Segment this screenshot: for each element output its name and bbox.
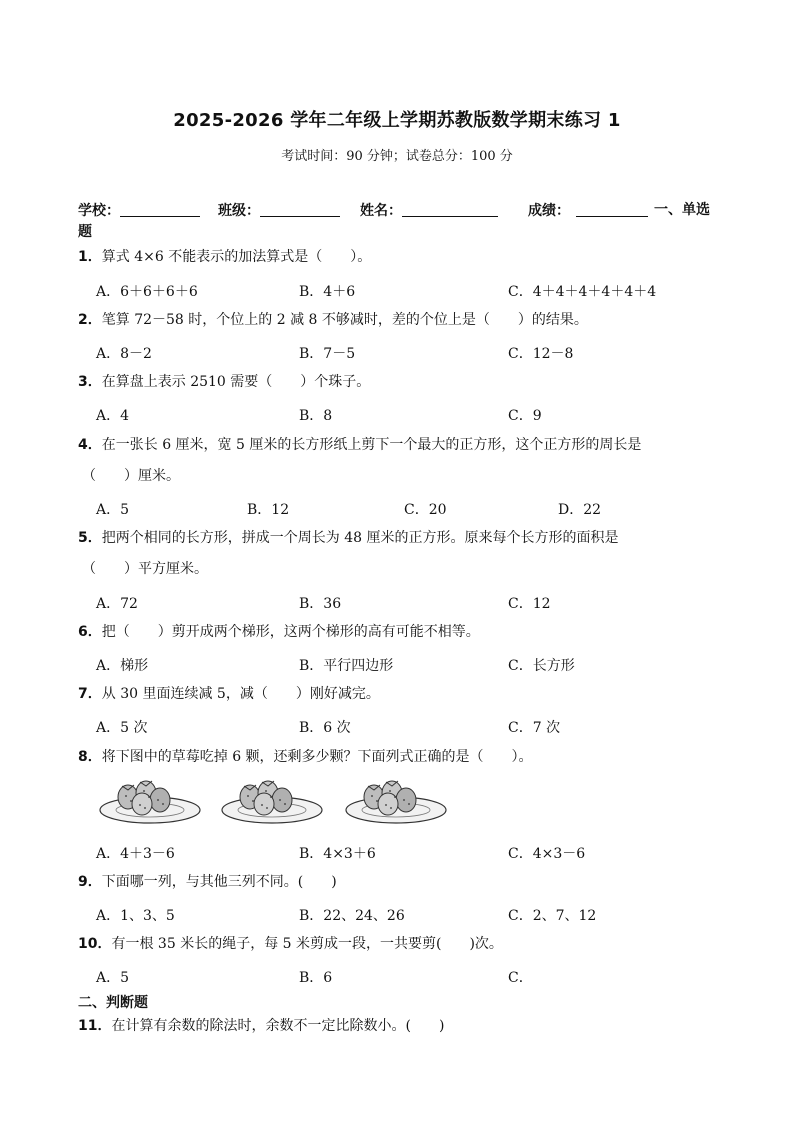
question-number: 5． (78, 530, 102, 546)
option-a[interactable]: A．6＋6＋6＋6 (96, 284, 198, 300)
option-b[interactable]: B．4×3＋6 (299, 846, 376, 862)
option-c[interactable]: C．12 (508, 596, 551, 612)
score-field (528, 202, 648, 220)
question-number: 10． (78, 936, 112, 952)
question-number: 6． (78, 624, 102, 640)
class-blank[interactable] (260, 202, 340, 217)
class-field (218, 202, 340, 220)
question-6 (78, 617, 718, 648)
question-text: 算式 4×6 不能表示的加法算式是（ ）。 (101, 249, 372, 265)
option-a[interactable]: A．72 (96, 596, 138, 612)
question-text: 有一根 35 米长的绳子，每 5 米剪成一段，一共要剪( )次。 (111, 936, 503, 952)
question-text: 在计算有余数的除法时，余数不一定比除数小。( ) (111, 1018, 445, 1034)
question-number: 7． (78, 686, 102, 702)
question-number: 4． (78, 437, 102, 453)
option-b[interactable]: B．12 (247, 502, 290, 518)
question-5 (78, 523, 718, 585)
option-a[interactable]: A．4＋3－6 (96, 846, 175, 862)
option-a[interactable]: A．5 次 (96, 720, 148, 736)
option-b[interactable]: B．22、24、26 (299, 908, 405, 924)
question-text: 将下图中的草莓吃掉 6 颗，还剩多少颗？下面列式正确的是（ ）。 (101, 749, 533, 765)
score-label: 成绩： (528, 203, 570, 219)
name-label: 姓名： (360, 203, 402, 219)
strawberry-plates-illustration (98, 776, 458, 830)
question-8 (78, 742, 718, 773)
option-a[interactable]: A．5 (96, 502, 130, 518)
question-text: 在算盘上表示 2510 需要（ ）个珠子。 (101, 374, 371, 390)
question-text: 笔算 72－58 时，个位上的 2 减 8 不够减时，差的个位上是（ ）的结果。 (101, 312, 588, 328)
section-2-heading: 二、判断题 (78, 995, 148, 1011)
question-4 (78, 430, 718, 492)
question-number: 3． (78, 374, 102, 390)
page-title: 2025-2026 学年二年级上学期苏教版数学期末练习 1 (173, 110, 621, 131)
option-a[interactable]: A．8－2 (96, 346, 152, 362)
option-b[interactable]: B．平行四边形 (299, 658, 394, 674)
option-c[interactable]: C．长方形 (508, 658, 575, 674)
question-number: 9． (78, 874, 102, 890)
question-7 (78, 679, 718, 710)
question-text-continued: （ ）平方厘米。 (82, 561, 208, 577)
question-10 (78, 929, 718, 960)
score-blank[interactable] (576, 202, 648, 217)
question-number: 11． (78, 1018, 112, 1034)
option-d[interactable]: D．22 (558, 502, 602, 518)
option-c[interactable]: C．12－8 (508, 346, 574, 362)
question-number: 2． (78, 312, 102, 328)
option-b[interactable]: B．6 (299, 970, 333, 986)
option-a[interactable]: A．4 (96, 408, 130, 424)
question-2 (78, 305, 718, 336)
strawberry-plate (346, 781, 446, 823)
question-text: 从 30 里面连续减 5，减（ ）刚好减完。 (101, 686, 380, 702)
option-b[interactable]: B．7－5 (299, 346, 356, 362)
school-label: 学校： (78, 203, 120, 219)
question-text: 在一张长 6 厘米，宽 5 厘米的长方形纸上剪下一个最大的正方形，这个正方形的周长是 (101, 437, 642, 453)
question-text: 下面哪一列，与其他三列不同。( ) (101, 874, 337, 890)
option-b[interactable]: B．36 (299, 596, 342, 612)
option-c[interactable]: C．20 (404, 502, 447, 518)
option-b[interactable]: B．8 (299, 408, 333, 424)
question-1 (78, 242, 718, 273)
section-1-heading-tail: 题 (78, 224, 92, 240)
option-b[interactable]: B．6 次 (299, 720, 351, 736)
question-text-continued: （ ）厘米。 (82, 468, 180, 484)
question-number: 8． (78, 749, 102, 765)
school-field (78, 202, 200, 220)
name-blank[interactable] (402, 202, 498, 217)
question-3 (78, 367, 718, 398)
question-9 (78, 867, 718, 898)
strawberry-plate (222, 781, 322, 823)
question-number: 1． (78, 249, 102, 265)
option-b[interactable]: B．4＋6 (299, 284, 356, 300)
option-a[interactable]: A．5 (96, 970, 130, 986)
option-c[interactable]: C．4×3－6 (508, 846, 586, 862)
option-c[interactable]: C． (508, 970, 533, 986)
exam-subtitle: 考试时间：90 分钟；试卷总分：100 分 (281, 149, 513, 164)
option-c[interactable]: C．9 (508, 408, 542, 424)
option-c[interactable]: C．7 次 (508, 720, 561, 736)
option-a[interactable]: A．1、3、5 (96, 908, 175, 924)
section-1-heading: 一、单选 (654, 202, 710, 218)
question-11 (78, 1011, 718, 1042)
strawberry-plate (100, 781, 200, 823)
option-c[interactable]: C．2、7、12 (508, 908, 597, 924)
question-text: 把两个相同的长方形，拼成一个周长为 48 厘米的正方形。原来每个长方形的面积是 (101, 530, 619, 546)
option-a[interactable]: A．梯形 (96, 658, 149, 674)
option-c[interactable]: C．4＋4＋4＋4＋4＋4 (508, 284, 657, 300)
question-text: 把（ ）剪开成两个梯形，这两个梯形的高有可能不相等。 (101, 624, 480, 640)
name-field (360, 202, 498, 220)
class-label: 班级： (218, 203, 260, 219)
school-blank[interactable] (120, 202, 200, 217)
